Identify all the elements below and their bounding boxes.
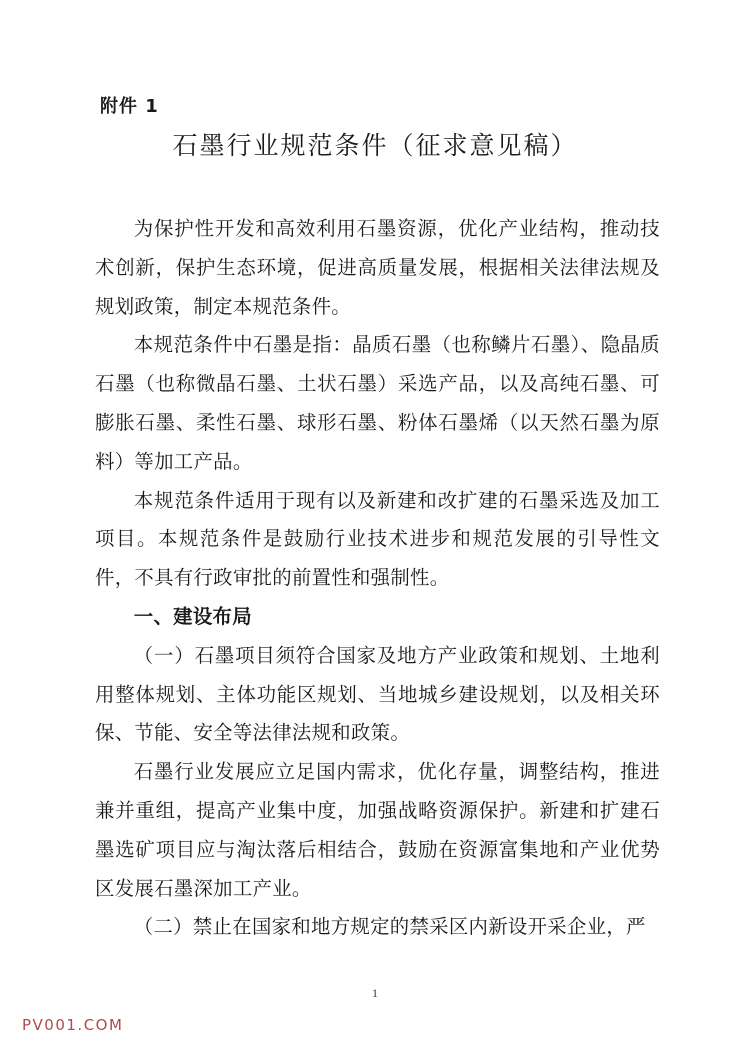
- watermark-text: PV001.COM: [22, 1016, 124, 1034]
- attachment-label: 附件 1: [100, 96, 159, 117]
- paragraph-scope: 本规范条件适用于现有以及新建和改扩建的石墨采选及加工项目。本规范条件是鼓励行业技术进步和规范发展的引导性文件，不具有行政审批的前置性和强制性。: [95, 488, 660, 590]
- paragraph-item-1: （一）石墨项目须符合国家及地方产业政策和规划、土地利用整体规划、主体功能区规划、当地城乡建设规划，以及相关环保、节能、安全等法律法规和政策。: [95, 643, 660, 745]
- document-body: [95, 210, 660, 947]
- paragraph-definition: 本规范条件中石墨是指：晶质石墨（也称鳞片石墨）、隐晶质石墨（也称微晶石墨、土状石墨）采选产品，以及高纯石墨、可膨胀石墨、柔性石墨、球形石墨、粉体石墨烯（以天然石墨为原料）等加工产品。: [95, 333, 660, 473]
- page-number: 1: [372, 986, 378, 1000]
- paragraph-development: 石墨行业发展应立足国内需求，优化存量，调整结构，推进兼并重组，提高产业集中度，加强战略资源保护。新建和扩建石墨选矿项目应与淘汰落后相结合，鼓励在资源富集地和产业优势区发展石墨深加工产业。: [95, 760, 660, 900]
- document-title: 石墨行业规范条件（征求意见稿）: [172, 131, 578, 160]
- paragraph-item-2: （二）禁止在国家和地方规定的禁采区内新设开采企业，严: [133, 915, 646, 939]
- section-heading-layout: 一、建设布局: [133, 604, 252, 628]
- paragraph-preamble: 为保护性开发和高效利用石墨资源，优化产业结构，推动技术创新，保护生态环境，促进高质量发展，根据相关法律法规及规划政策，制定本规范条件。: [95, 217, 660, 318]
